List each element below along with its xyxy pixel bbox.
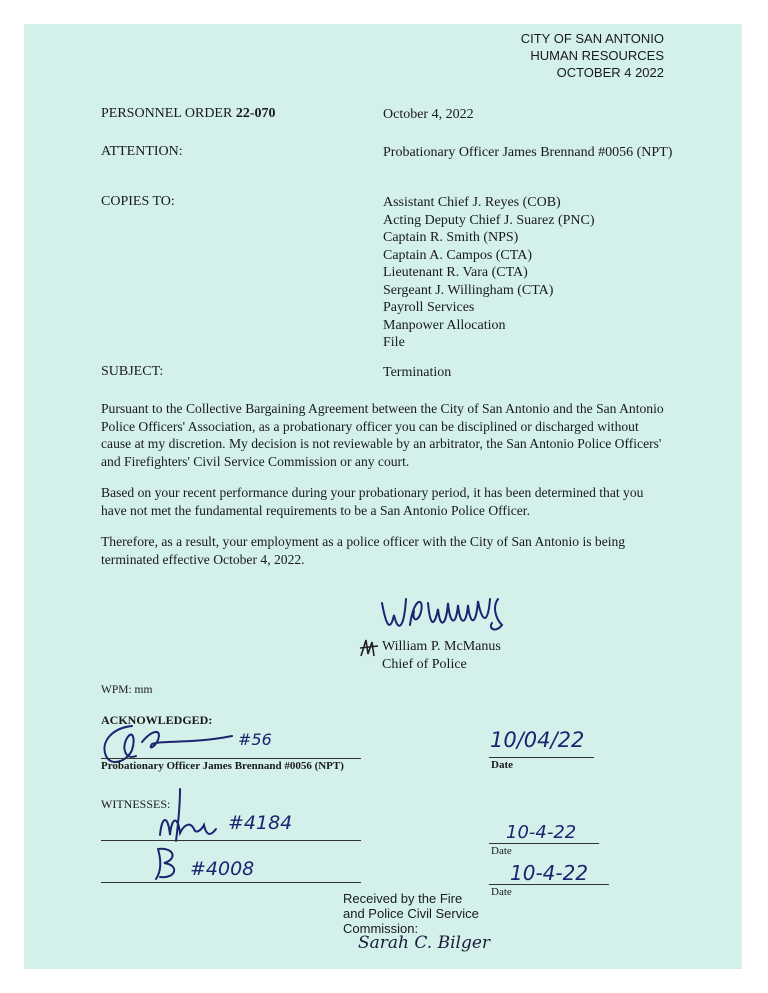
order-heading	[101, 106, 276, 122]
attention-label: ATTENTION:	[101, 144, 183, 159]
stamp-line: HUMAN RESOURCES	[530, 48, 664, 63]
copies-item: File	[383, 335, 405, 350]
typist-initials: WPM: mm	[101, 684, 153, 696]
order-prefix: PERSONNEL ORDER	[101, 106, 236, 121]
witness-1-line	[101, 840, 361, 841]
copies-item: Captain R. Smith (NPS)	[383, 230, 519, 245]
acknowledged-date-label: Date	[491, 759, 513, 771]
subject-label: SUBJECT:	[101, 364, 164, 379]
copies-item: Captain A. Campos (CTA)	[383, 247, 532, 263]
witness-1-date-line	[489, 843, 599, 844]
stamp-line: OCTOBER 4 2022	[556, 65, 664, 80]
body-paragraph: Therefore, as a result, your employment as a police officer with the City of San Antonio is being terminated effective October 4, 2022.	[101, 534, 626, 567]
copies-item: Acting Deputy Chief J. Suarez (PNC)	[383, 212, 595, 228]
order-number: 22-070	[235, 106, 276, 121]
witnesses-label: WITNESSES:	[101, 797, 171, 811]
attention-value: Probationary Officer James Brennand #0056 (NPT)	[383, 145, 673, 160]
officer-name-label: Probationary Officer James Brennand #0056 (NPT)	[101, 760, 344, 772]
acknowledged-date-line	[489, 757, 594, 758]
chief-signature	[370, 585, 560, 645]
received-by-block	[343, 891, 479, 936]
officer-badge-handwritten: #56	[238, 730, 272, 749]
copies-item: Payroll Services	[383, 300, 475, 315]
witness-2-date-label: Date	[491, 886, 512, 898]
received-line: and Police Civil Service	[343, 906, 479, 921]
copies-label: COPIES TO:	[101, 194, 175, 209]
copies-list	[383, 194, 595, 352]
witness-1-date-label: Date	[491, 845, 512, 857]
witness-2-date-line	[489, 884, 609, 885]
witness-1-signature	[150, 785, 230, 845]
witness-1-badge-handwritten: #4184	[228, 812, 293, 834]
chief-signature-block	[382, 638, 501, 674]
body-paragraph: Pursuant to the Collective Bargaining Agreement between the City of San Antonio and the San Antonio Police Officers' Association, as a probationary officer you can be disciplined or discharged without cause at my discretion. My decision is not reviewable by an arbitrator, the San Antonio Police Officers' and Firefighters' Civil Service Commission or any court.	[101, 401, 664, 469]
received-line: Commission:	[343, 921, 419, 936]
copies-item: Sergeant J. Willingham (CTA)	[383, 282, 554, 298]
witness-2-badge-handwritten: #4008	[190, 858, 255, 880]
body-paragraph: Based on your recent performance during your probationary period, it has been determined that you have not met the fundamental requirements to be a San Antonio Police Officer.	[101, 485, 644, 518]
officer-signature-line	[101, 758, 361, 759]
initials-mark	[358, 636, 380, 660]
received-line: Received by the Fire	[343, 891, 463, 906]
copies-item: Assistant Chief J. Reyes (COB)	[383, 195, 561, 210]
copies-item: Manpower Allocation	[383, 317, 506, 333]
hr-received-stamp	[521, 30, 664, 81]
chief-name: William P. McManus	[382, 639, 501, 654]
received-signature: Sarah C. Bilger	[358, 933, 491, 953]
acknowledged-date-handwritten: 10/04/22	[490, 728, 585, 752]
order-date: October 4, 2022	[383, 107, 474, 122]
witness-2-date-handwritten: 10-4-22	[510, 861, 589, 885]
witness-2-line	[101, 882, 361, 883]
subject-value: Termination	[383, 365, 452, 380]
body-text	[101, 400, 671, 582]
stamp-line: CITY OF SAN ANTONIO	[520, 31, 664, 46]
chief-title: Chief of Police	[382, 657, 467, 672]
acknowledged-label: ACKNOWLEDGED:	[101, 713, 213, 727]
copies-item: Lieutenant R. Vara (CTA)	[383, 265, 528, 280]
witness-1-date-handwritten: 10-4-22	[506, 822, 577, 843]
